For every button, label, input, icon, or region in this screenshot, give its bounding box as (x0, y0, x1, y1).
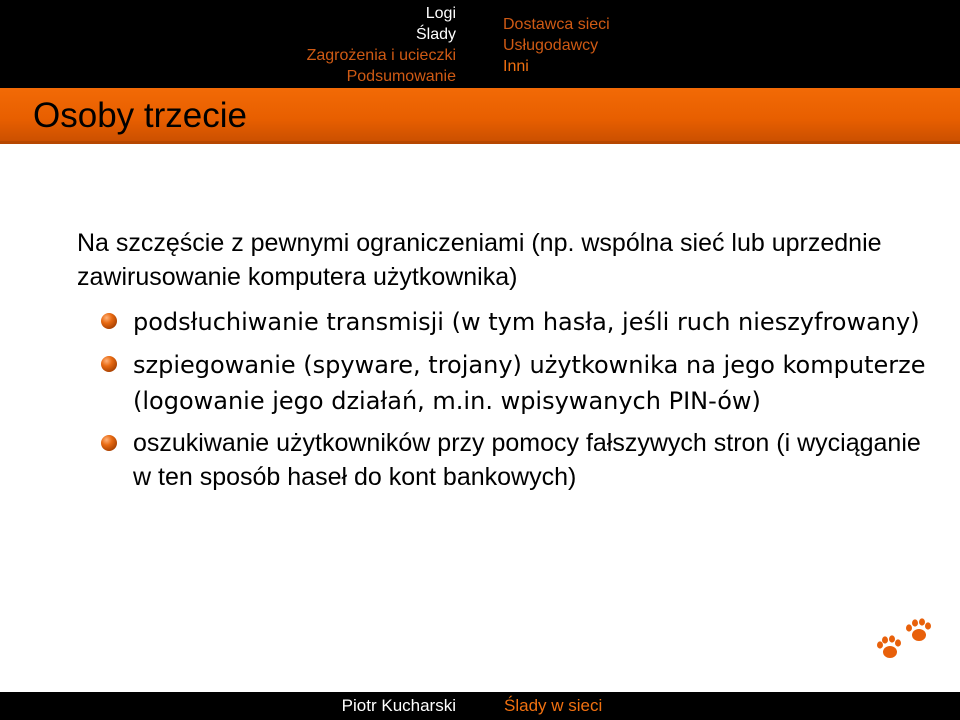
frame-title: Osoby trzecie (33, 96, 247, 135)
nav-section-logi[interactable]: Logi (425, 5, 456, 22)
list-item (77, 304, 937, 340)
bullet-text: podsłuchiwanie transmisji (w tym hasła, jeśli ruch nieszyfrowany) (133, 308, 920, 336)
frame-title-bar (0, 88, 960, 144)
nav-subsection-inni[interactable]: Inni (503, 58, 529, 75)
title-bar-shadow (0, 141, 960, 144)
bullet-list (77, 304, 937, 494)
nav-subsection-dostawca[interactable]: Dostawca sieci (503, 16, 610, 33)
orange-ball-bullet-icon (101, 313, 117, 329)
nav-section-slady[interactable]: Ślady (415, 26, 456, 43)
bullet-text: szpiegowanie (spyware, trojany) użytkownika na jego komputerze (logowanie jego działań, m.in. wpisywanych PIN-ów) (133, 351, 926, 415)
subsection-navigation (503, 14, 610, 77)
slide-content (77, 226, 937, 501)
footer-author: Piotr Kucharski (341, 696, 456, 715)
footer-bar (0, 692, 960, 720)
orange-ball-bullet-icon (101, 435, 117, 451)
top-navigation-bar (0, 0, 960, 88)
nav-section-zagrozenia[interactable]: Zagrożenia i ucieczki (306, 47, 456, 64)
footer-title: Ślady w sieci (504, 696, 603, 715)
paw-prints-icon (872, 618, 936, 664)
bullet-text: oszukiwanie użytkowników przy pomocy fałszywych stron (i wyciąganie w ten sposób haseł do kont bankowych) (133, 429, 921, 491)
list-item (77, 426, 937, 494)
intro-text: Na szczęście z pewnymi ograniczeniami (np. wspólna sieć lub uprzednie zawirusowanie komputera użytkownika) (77, 229, 882, 291)
orange-ball-bullet-icon (101, 356, 117, 372)
nav-subsection-uslugodawcy[interactable]: Usługodawcy (503, 37, 599, 54)
nav-section-podsumowanie[interactable]: Podsumowanie (346, 68, 456, 85)
list-item (77, 347, 937, 419)
section-navigation (307, 3, 456, 87)
